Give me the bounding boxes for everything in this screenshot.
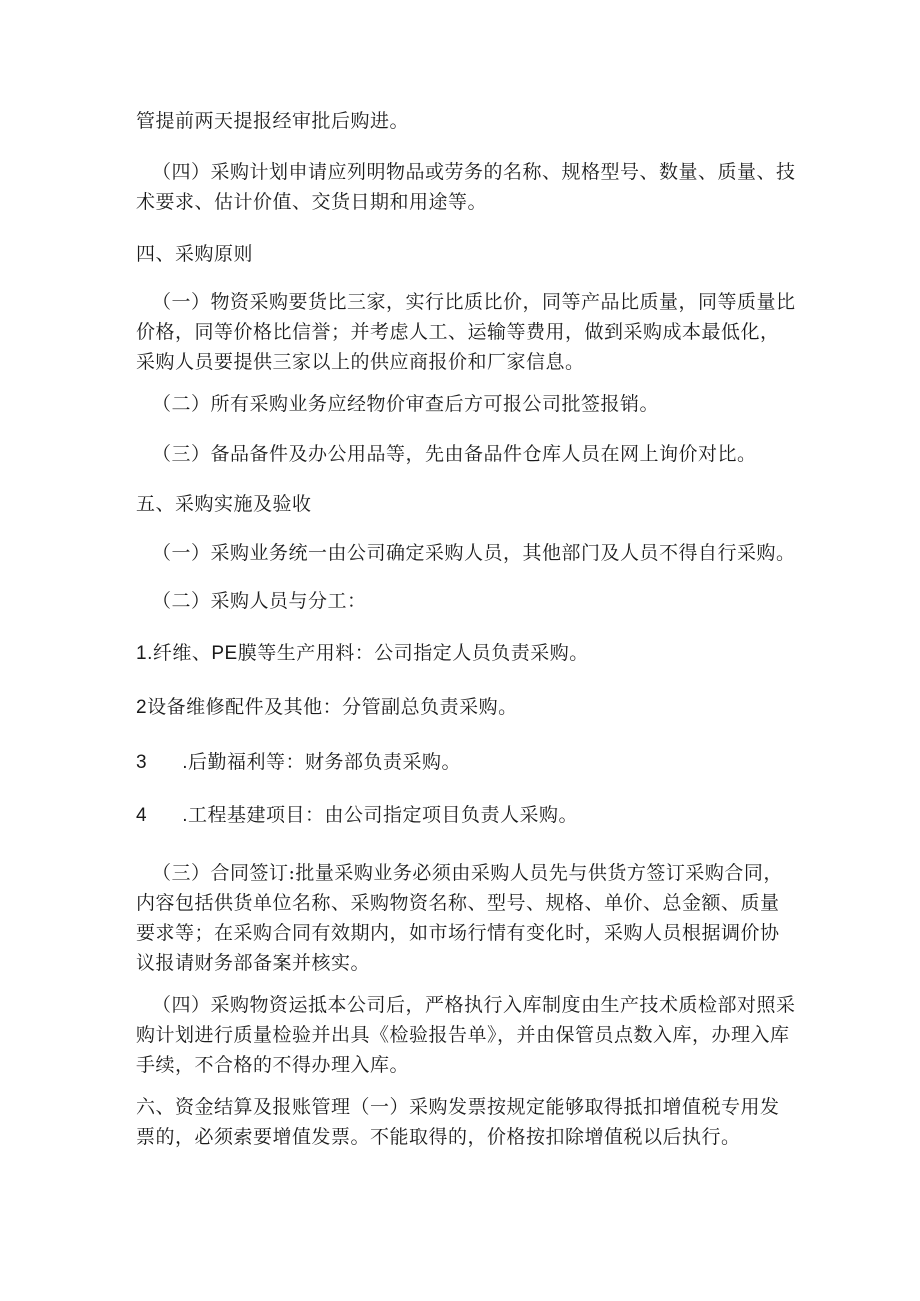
list-item-2: 2设备维修配件及其他：分管副总负责采购。 bbox=[136, 697, 518, 718]
list-item-1: 1.纤维、PE膜等生产用料：公司指定人员负责采购。 bbox=[136, 643, 589, 664]
paragraph-1: 管提前两天提报经审批后购进。 bbox=[136, 110, 410, 132]
section-heading-4: 四、采购原则 bbox=[136, 243, 254, 265]
paragraph-7: （二）采购人员与分工： bbox=[152, 590, 367, 612]
paragraph-6: （一）采购业务统一由公司确定采购人员，其他部门及人员不得自行采购。 bbox=[152, 542, 796, 564]
paragraph-4: （二）所有采购业务应经物价审查后方可报公司批签报销。 bbox=[152, 393, 660, 415]
list-item-4: 4 .工程基建项目：由公司指定项目负责人采购。 bbox=[136, 805, 579, 826]
paragraph-2: （四）采购计划申请应列明物品或劳务的名称、规格型号、数量、质量、技术要求、估计价值、交货日期和用途等。 bbox=[136, 161, 796, 213]
section-heading-6: 六、资金结算及报账管理（一）采购发票按规定能够取得抵扣增值税专用发票的，必须索要增值发票。不能取得的，价格按扣除增值税以后执行。 bbox=[136, 1096, 780, 1148]
section-heading-5: 五、采购实施及验收 bbox=[136, 493, 312, 515]
paragraph-9: （四）采购物资运抵本公司后，严格执行入库制度由生产技术质检部对照采购计划进行质量检验并出具《检验报告单》，并由保管员点数入库，办理入库手续，不合格的不得办理入库。 bbox=[136, 994, 796, 1076]
paragraph-5: （三）备品备件及办公用品等，先由备品件仓库人员在网上询价对比。 bbox=[152, 443, 757, 465]
paragraph-8: （三）合同签订:批量采购业务必须由采购人员先与供货方签订采购合同，内容包括供货单位名称、采购物资名称、型号、规格、单价、总金额、质量要求等；在采购合同有效期内，如市场行情有变化时，采购人员根据调价协议报请财务部备案并核实。 bbox=[136, 862, 783, 974]
list-item-3: 3 .后勤福利等：财务部负责采购。 bbox=[136, 752, 462, 773]
paragraph-3: （一）物资采购要货比三家，实行比质比价，同等产品比质量，同等质量比价格，同等价格比信誉；并考虑人工、运输等费用，做到采购成本最低化，采购人员要提供三家以上的供应商报价和厂家信息。 bbox=[136, 291, 796, 373]
